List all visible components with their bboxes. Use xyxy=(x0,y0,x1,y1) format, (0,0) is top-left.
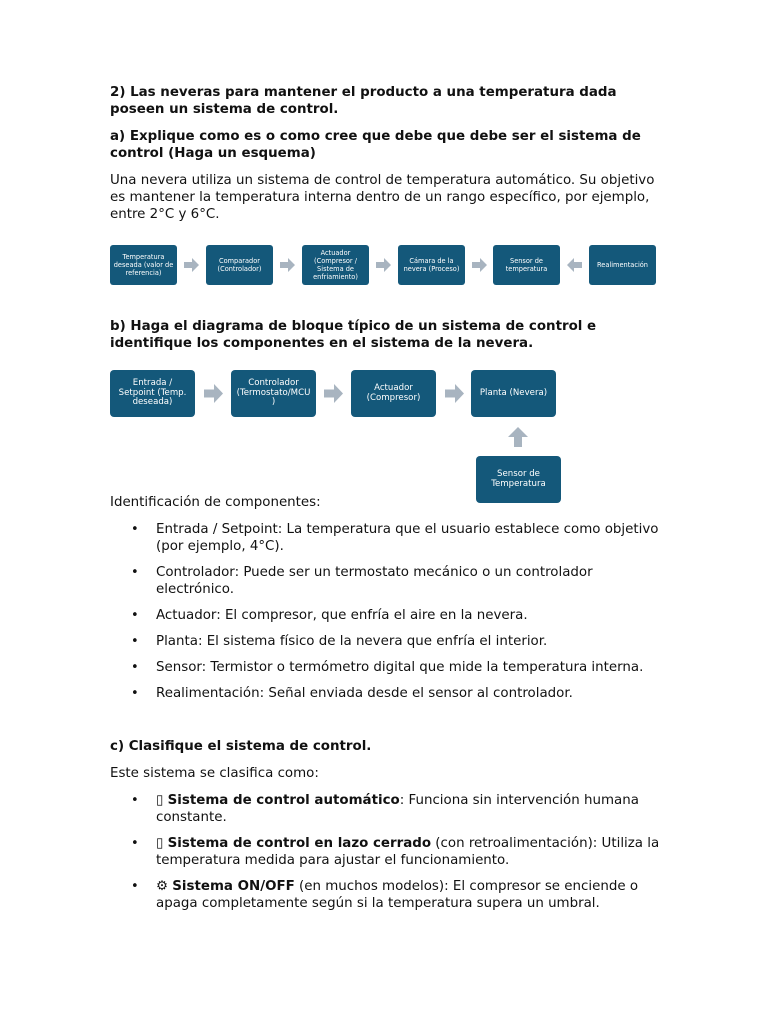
block-actuator: Actuador (Compresor) xyxy=(351,370,436,417)
arrow-right-icon xyxy=(204,384,223,403)
question-2: 2) Las neveras para mantener el producto a una temperatura dada poseen un sistema de control. xyxy=(110,85,617,117)
list-item xyxy=(110,878,660,912)
block-diagram xyxy=(110,370,660,502)
arrow-right-icon xyxy=(472,258,487,272)
box-temperature-sensor: Sensor de temperatura xyxy=(493,245,560,285)
box-actuator: Actuador (Compresor / Sistema de enfriamiento) xyxy=(302,245,369,285)
list-item: • Sensor: Termistor o termómetro digital que mide la temperatura interna. xyxy=(110,659,660,676)
arrow-right-icon xyxy=(280,258,295,272)
identification-title: Identificación de componentes: xyxy=(110,495,321,510)
arrow-right-icon xyxy=(324,384,343,403)
class-description: (con retroalimentación): Utiliza la temperatura medida para ajustar el funcionamiento. xyxy=(156,836,660,868)
arrow-right-icon xyxy=(184,258,199,272)
list-item: • Realimentación: Señal enviada desde el sensor al controlador. xyxy=(110,685,660,702)
block-setpoint: Entrada / Setpoint (Temp. deseada) xyxy=(110,370,195,417)
box-reference-temperature: Temperatura deseada (valor de referencia) xyxy=(110,245,177,285)
block-plant: Planta (Nevera) xyxy=(471,370,556,417)
box-fridge-chamber: Cámara de la nevera (Proceso) xyxy=(398,245,465,285)
list-item: • Controlador: Puede ser un termostato mecánico o un controlador electrónico. xyxy=(110,564,660,598)
arrow-right-icon xyxy=(445,384,464,403)
list-item xyxy=(110,835,660,869)
document xyxy=(110,84,660,912)
control-flow-diagram xyxy=(110,245,660,285)
block-controller: Controlador (Termostato/MCU ) xyxy=(231,370,316,417)
intro-paragraph: Una nevera utiliza un sistema de control de temperatura automático. Su objetivo es mantener la temperatura interna dentro de un rango específico, por ejemplo, entre 2°C y 6°C. xyxy=(110,173,655,222)
arrow-right-icon xyxy=(376,258,391,272)
classification-list xyxy=(110,792,660,912)
class-name: Sistema de control automático xyxy=(167,793,400,808)
list-item: • Actuador: El compresor, que enfría el aire en la nevera. xyxy=(110,607,660,624)
list-item: • Planta: El sistema físico de la nevera que enfría el interior. xyxy=(110,633,660,650)
class-description: (en muchos modelos): El compresor se enciende o apaga completamente según si la temperatura supera un umbral. xyxy=(156,879,639,911)
arrow-left-icon xyxy=(567,258,582,272)
question-a: a) Explique como es o como cree que debe que debe ser el sistema de control (Haga un esquema) xyxy=(110,129,641,161)
class-description: : Funciona sin intervención humana constante. xyxy=(156,793,639,825)
box-icon: ▯ xyxy=(156,793,164,808)
class-name: Sistema de control en lazo cerrado xyxy=(167,836,432,851)
box-comparator: Comparador (Controlador) xyxy=(206,245,273,285)
box-icon: ▯ xyxy=(156,836,164,851)
gear-icon: ⚙ xyxy=(156,879,169,894)
components-list xyxy=(110,521,660,702)
list-item xyxy=(110,792,660,826)
classification-intro: Este sistema se clasifica como: xyxy=(110,766,319,781)
box-feedback: Realimentación xyxy=(589,245,656,285)
arrow-up-icon xyxy=(508,427,528,447)
block-sensor: Sensor de Temperatura xyxy=(476,456,561,503)
class-name: Sistema ON/OFF xyxy=(172,879,295,894)
question-b: b) Haga el diagrama de bloque típico de un sistema de control e identifique los componentes en el sistema de la nevera. xyxy=(110,319,597,351)
list-item: • Entrada / Setpoint: La temperatura que el usuario establece como objetivo (por ejemplo, 4°C). xyxy=(110,521,660,555)
question-c: c) Clasifique el sistema de control. xyxy=(110,739,372,754)
